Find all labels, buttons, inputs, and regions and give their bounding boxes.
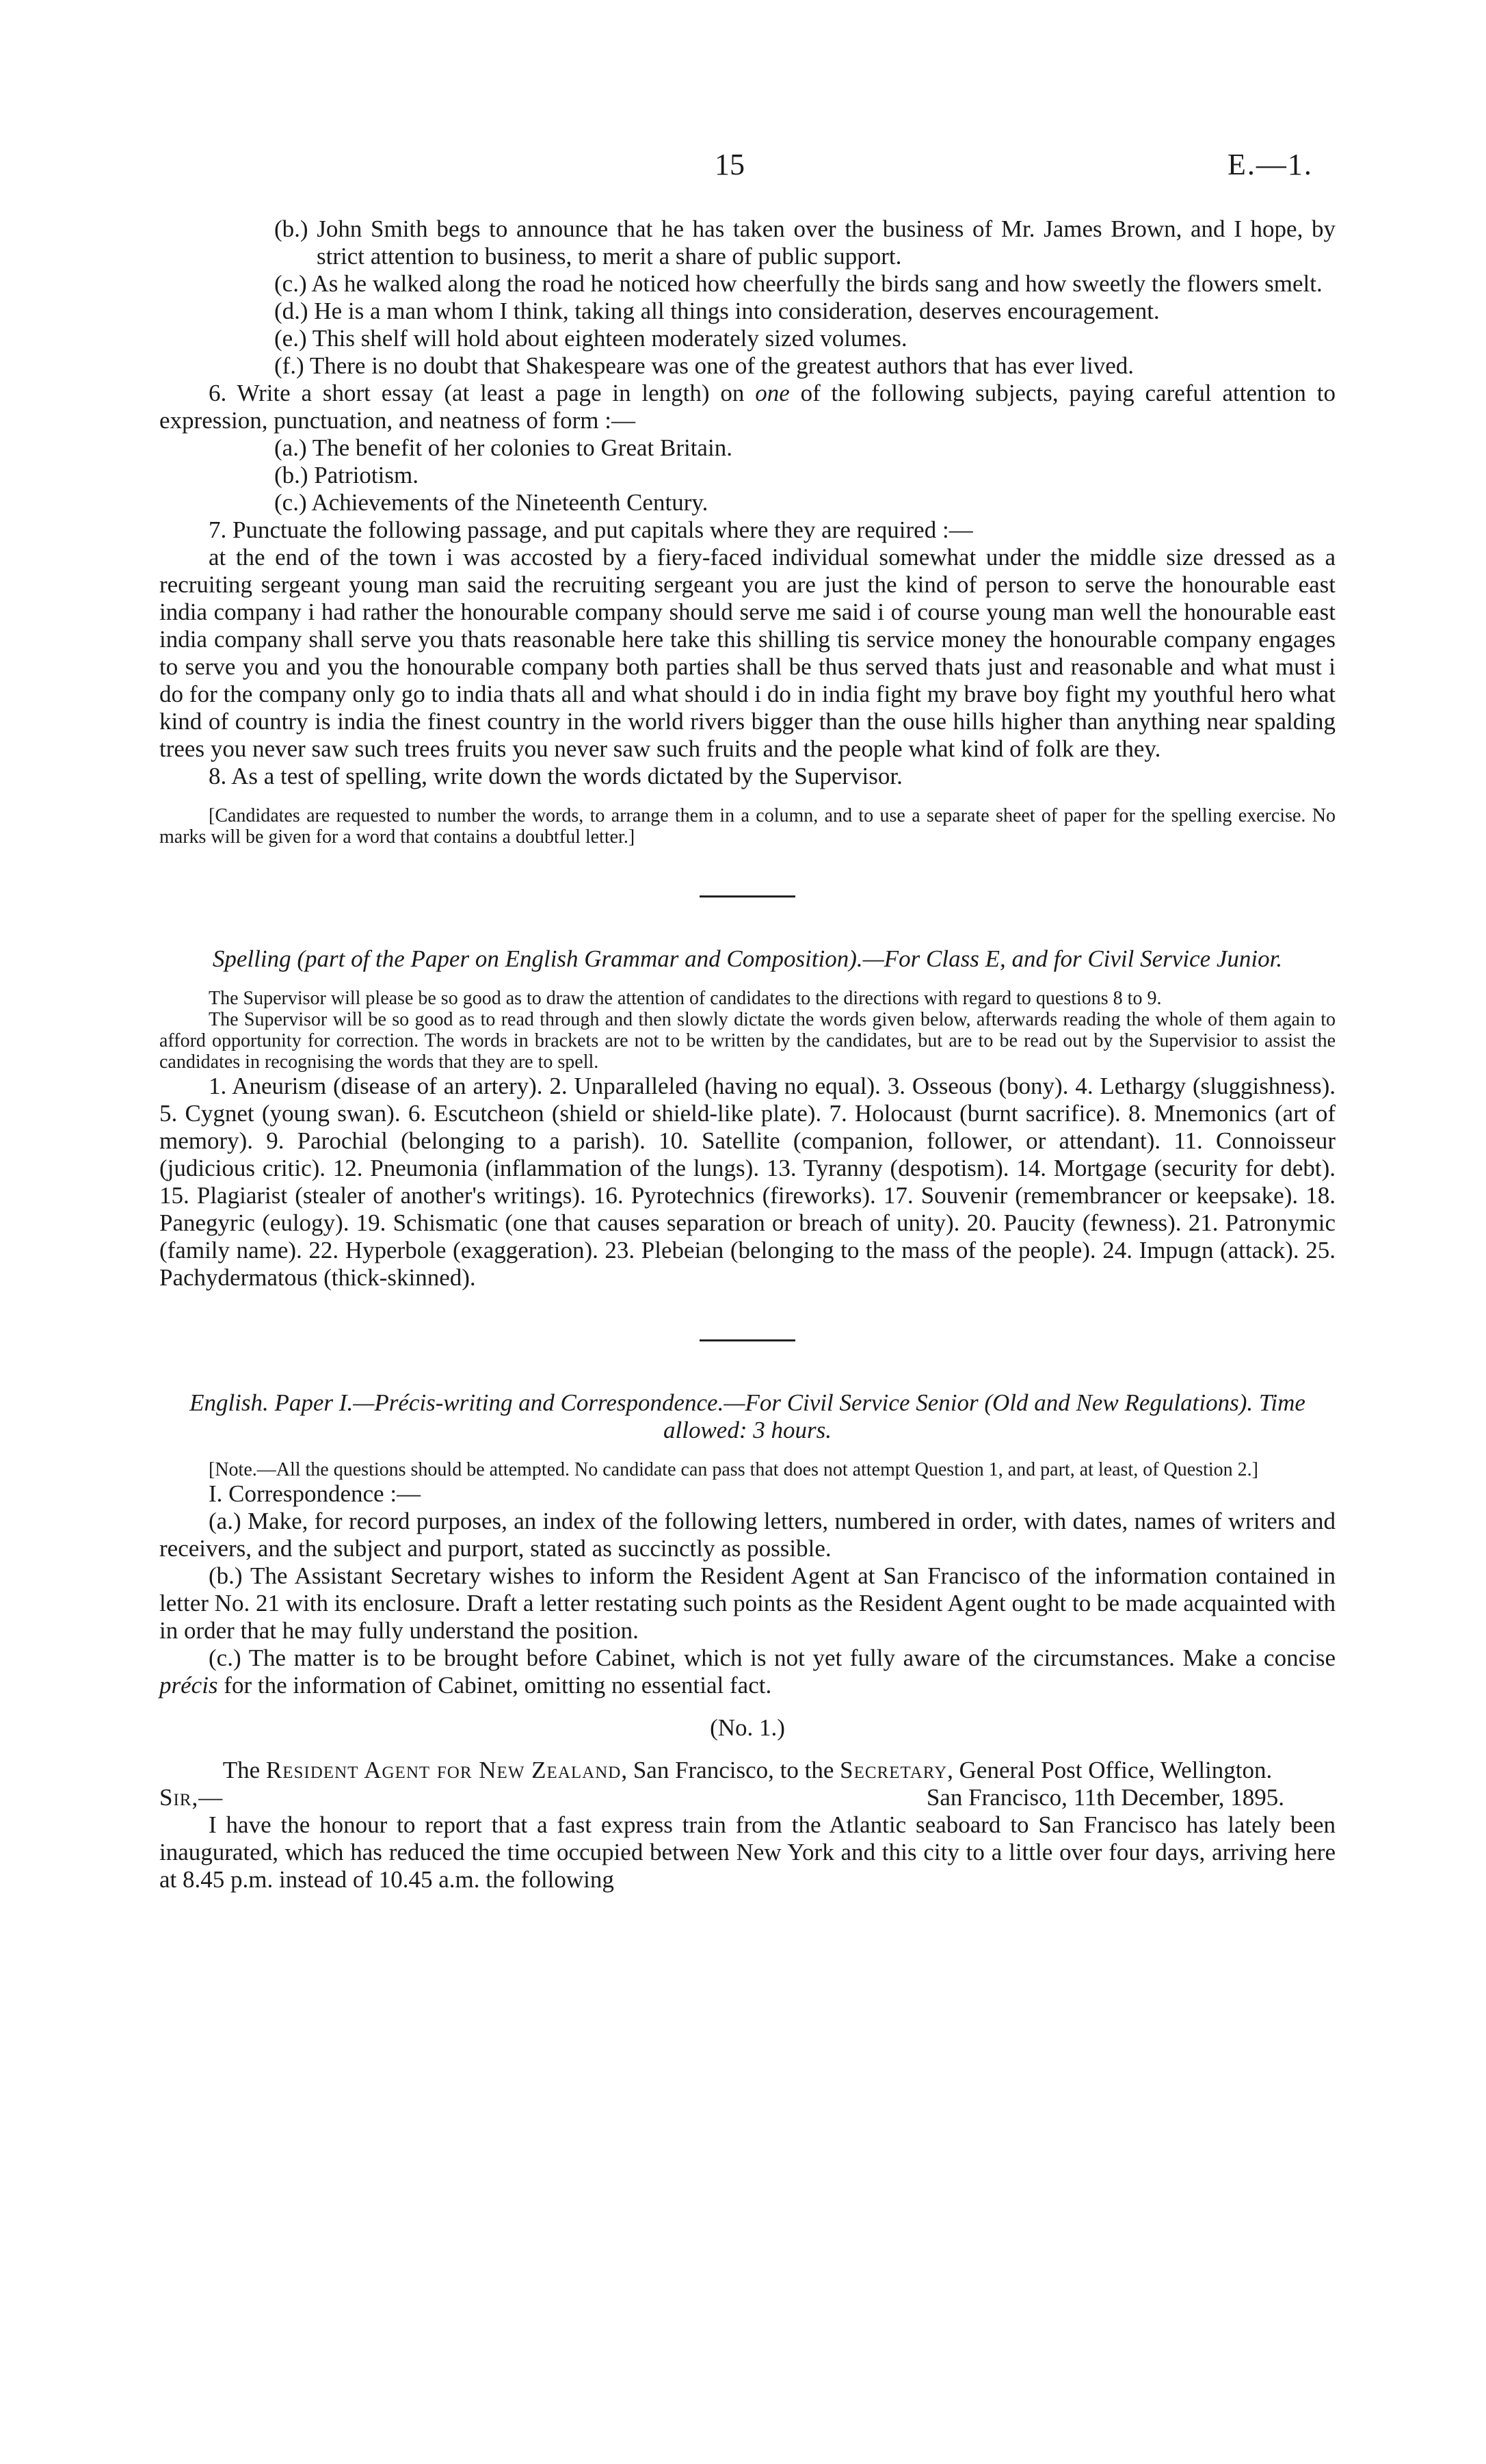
english-paper-note: [Note.—All the questions should be attempted. No candidate can pass that does not attempt Question 1, and part, at least, of Question 2.] [209, 1459, 1258, 1480]
question-7: 7. Punctuate the following passage, and put capitals where they are required :— [209, 516, 973, 543]
spelling-word-list: 1. Aneurism (disease of an artery). 2. Unparalleled (having no equal). 3. Osseous (bony). 4. Lethargy (sluggishness). 5. Cygnet (young swan). 6. Escutcheon (shield or shield-like plate). 7. Holocaust (burnt sacrifice). 8. Mnemonics (art of memory). 9. Parochial (belonging to a parish). 10. Satellite (companion, follower, or attendant). 11. Connoisseur (judicious critic). 12. Pneumonia (inflammation of the lungs). 13. Tyranny (despotism). 14. Mortgage (security for debt). 15. Plagiarist (stealer of another's writings). 16. Pyrotechnics (fireworks). 17. Souvenir (remembrancer or keepsake). 18. Panegyric (eulogy). 19. Schismatic (one that causes separation or breach of unity). 20. Paucity (fewness). 21. Patronymic (family name). 22. Hyperbole (exaggeration). 23. Plebeian (belonging to the mass of the people). 24. Impugn (attack). 25. Pachydermatous (thick-skinned). [159, 1073, 1336, 1291]
supervisor-note-1: The Supervisor will please be so good as to draw the attention of candidates to the directions with regard to questions 8 to 9. [209, 988, 1162, 1009]
sentence-e: (e.) This shelf will hold about eighteen moderately sized volumes. [274, 325, 907, 352]
correspondence-part-b: (b.) The Assistant Secretary wishes to inform the Resident Agent at San Francisco of the information contained in letter No. 21 with its enclosure. Draft a letter restating such points as the Resident Agent ought to be made acquainted with in order that he may fully understand the position. [159, 1562, 1336, 1644]
letter-salutation: Sir,— [159, 1784, 224, 1811]
letter-date: San Francisco, 11th December, 1895. [926, 1784, 1284, 1811]
correspondence-heading: I. Correspondence :— [209, 1480, 421, 1507]
correspondence-part-a: (a.) Make, for record purposes, an index of the following letters, numbered in order, with dates, names of writers and receivers, and the subject and purport, stated as succinctly as possible. [159, 1508, 1336, 1562]
sentence-b: (b.) John Smith begs to announce that he has taken over the business of Mr. James Brown, and I hope, by strict attention to business, to merit a share of public support. [274, 215, 1336, 270]
question-6: 6. Write a short essay (at least a page in length) on one of the following subjects, paying careful attention to expression, punctuation, and neatness of form :— [159, 380, 1336, 434]
letter-address: The Resident Agent for New Zealand, San Francisco, to the Secretary, General Post Office, Wellington. [222, 1757, 1273, 1783]
page-number: 15 [715, 148, 745, 181]
letter-dateline [159, 1784, 1336, 1811]
document-code: E.—1. [1228, 148, 1313, 181]
letter-number: (No. 1.) [710, 1714, 785, 1741]
page-header [0, 147, 1486, 195]
q6-option-b: (b.) Patriotism. [274, 462, 419, 488]
supervisor-note-2: The Supervisor will be so good as to read through and then slowly dictate the words given below, afterwards reading the whole of them again to afford opportunity for correction. The words in brackets are not to be written by the candidates, but are to be read out by the Supervisior to assist the candidates in recognising the words that they are to spell. [159, 1009, 1336, 1073]
spelling-section-title: Spelling (part of the Paper on English Grammar and Composition).—For Class E, and for Civil Service Junior. [212, 945, 1283, 972]
letter-body: I have the honour to report that a fast express train from the Atlantic seaboard to San Francisco has lately been inaugurated, which has reduced the time occupied between New York and this city to a little over four days, arriving here at 8.45 p.m. instead of 10.45 a.m. the following [159, 1811, 1336, 1893]
document-body [159, 215, 1336, 1893]
sentence-d: (d.) He is a man whom I think, taking all things into consideration, deserves encouragement. [274, 298, 1160, 324]
punctuation-passage: at the end of the town i was accosted by a fiery-faced individual somewhat under the middle size dressed as a recruiting sergeant young man said the recruiting sergeant you are just the kind of person to serve the honourable east india company i had rather the honourable company should serve me said i of course young man well the honourable east india company shall serve you thats reasonable here take this shilling tis service money the honourable company engages to serve you and you the honourable company both parties shall be thus served thats just and reasonable and what must i do for the company only go to india thats all and what should i do in india fight my brave boy fight my youthful hero what kind of country is india the finest country in the world rivers bigger than the ouse hills higher than anything near spalding trees you never saw such trees fruits you never saw such fruits and the people what kind of folk are they. [159, 544, 1336, 762]
correspondence-part-c: (c.) The matter is to be brought before Cabinet, which is not yet fully aware of the circumstances. Make a concise précis for the information of Cabinet, omitting no essential fact. [159, 1644, 1336, 1699]
q6-option-c: (c.) Achievements of the Nineteenth Century. [274, 489, 708, 516]
spelling-instructions-note: [Candidates are requested to number the words, to arrange them in a column, and to use a separate sheet of paper for the spelling exercise. No marks will be given for a word that contains a doubtful letter.] [159, 805, 1336, 848]
sentence-c: (c.) As he walked along the road he noticed how cheerfully the birds sang and how sweetly the flowers smelt. [274, 270, 1323, 297]
q6-option-a: (a.) The benefit of her colonies to Great Britain. [274, 434, 732, 461]
question-8: 8. As a test of spelling, write down the words dictated by the Supervisor. [209, 763, 903, 789]
english-paper-title: English. Paper I.—Précis-writing and Correspondence.—For Civil Service Senior (Old and New Regulations). Time allowed: 3 hours. [189, 1389, 1305, 1443]
sentence-f: (f.) There is no doubt that Shakespeare was one of the greatest authors that has ever lived. [274, 352, 1134, 379]
